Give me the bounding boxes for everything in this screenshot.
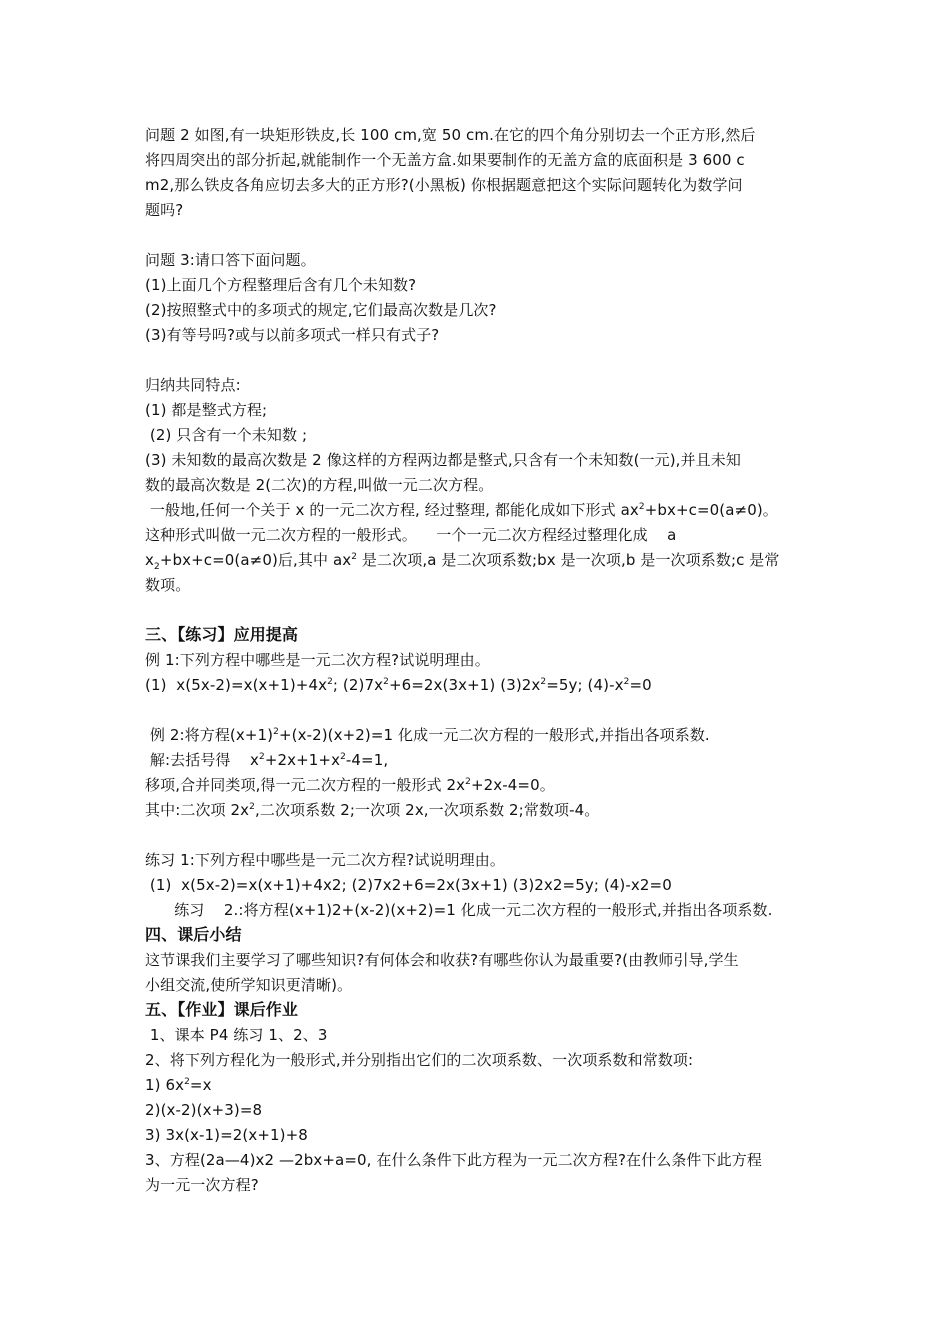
summary-point-2: (2) 只含有一个未知数 ; (145, 426, 308, 444)
eq-text: =5y; (4)-x (546, 676, 624, 694)
summary-point-3-line-2: 数的最高次数是 2(二次)的方程,叫做一元二次方程。 (145, 476, 494, 494)
eq-text: 例 2:将方程(x+1) (145, 726, 274, 744)
eq-text: (1) x(5x-2)=x(x+1)+4x (145, 676, 328, 694)
superscript: 2 (383, 677, 389, 687)
problem3-q3: (3)有等号吗?或与以前多项式一样只有式子? (145, 326, 440, 344)
example2-coefficients (145, 798, 599, 822)
homework-2-item-1 (145, 1073, 212, 1097)
superscript: 2 (340, 752, 346, 762)
eq-text: 移项,合并同类项,得一元二次方程的一般形式 2x (145, 776, 466, 794)
homework-3-line-1: 3、方程(2a—4)x2 —2bx+a=0, 在什么条件下此方程为一元二次方程?在什么条件下此方程 (145, 1151, 762, 1169)
problem2-line-2: 将四周突出的部分折起,就能制作一个无盖方盒.如果要制作的无盖方盒的底面积是 3 600 c (145, 151, 745, 169)
practice1-title: 练习 1:下列方程中哪些是一元二次方程?试说明理由。 (145, 851, 505, 869)
practice1-equations: (1) x(5x-2)=x(x+1)+4x2; (2)7x2+6=2x(3x+1) (3)2x2=5y; (4)-x2=0 (145, 876, 672, 894)
superscript: 2 (623, 677, 630, 687)
superscript: 2 (184, 1077, 190, 1087)
section4-line-2: 小组交流,使所学知识更清晰)。 (145, 976, 353, 994)
subscript: 2 (153, 562, 160, 572)
superscript: 2 (540, 677, 547, 687)
homework-2-item-2: 2)(x-2)(x+3)=8 (145, 1101, 263, 1119)
section4-line-1: 这节课我们主要学习了哪些知识?有何体会和收获?有哪些你认为最重要?(由教师引导,学生 (145, 951, 739, 969)
example2-title (145, 723, 710, 747)
example1-title: 例 1:下列方程中哪些是一元二次方程?试说明理由。 (145, 651, 490, 669)
problem3-q1: (1)上面几个方程整理后含有几个未知数? (145, 276, 417, 294)
eq-text: -4=1, (345, 751, 389, 769)
superscript: 2 (327, 677, 333, 687)
superscript: 2 (249, 802, 255, 812)
superscript: 2 (638, 502, 645, 512)
definition-line-2: 这种形式叫做一元二次方程的一般形式。 一个一元二次方程经过整理化成 a (145, 526, 677, 544)
summary-point-3-line-1: (3) 未知数的最高次数是 2 像这样的方程两边都是整式,只含有一个未知数(一元),并且未知 (145, 451, 741, 469)
problem3-q2: (2)按照整式中的多项式的规定,它们最高次数是几次? (145, 301, 497, 319)
example2-general-form (145, 773, 555, 797)
problem2-line-1: 问题 2 如图,有一块矩形铁皮,长 100 cm,宽 50 cm.在它的四个角分别切去一个正方形,然后 (145, 126, 756, 144)
definition-line-1 (145, 498, 778, 522)
eq-text: +6=2x(3x+1) (3)2x (388, 676, 541, 694)
eq-text: ,二次项系数 2;一次项 2x,一次项系数 2;常数项-4。 (254, 801, 600, 819)
eq-text: ; (2)7x (332, 676, 384, 694)
section5-heading: 五、【作业】课后作业 (145, 1000, 299, 1019)
definition-line-3 (145, 548, 780, 572)
definition-line-4: 数项。 (145, 576, 191, 594)
eq-text: =x (189, 1076, 212, 1094)
homework-3-line-2: 为一元一次方程? (145, 1176, 259, 1194)
eq-text: 1) 6x (145, 1076, 185, 1094)
eq-text: +2x-4=0。 (470, 776, 555, 794)
problem3-title: 问题 3:请口答下面问题。 (145, 251, 316, 269)
definition-text: 一般地,任何一个关于 x 的一元二次方程, 经过整理, 都能化成如下形式 ax (145, 501, 639, 519)
eq-text: 其中:二次项 2x (145, 801, 250, 819)
example1-equations (145, 673, 652, 697)
problem2-line-4: 题吗? (145, 201, 184, 219)
superscript: 2 (465, 777, 471, 787)
summary-point-1: (1) 都是整式方程; (145, 401, 268, 419)
definition-text: x (145, 551, 154, 569)
homework-2: 2、将下列方程化为一般形式,并分别指出它们的二次项系数、一次项系数和常数项: (145, 1051, 694, 1069)
homework-2-item-3: 3) 3x(x-1)=2(x+1)+8 (145, 1126, 308, 1144)
practice2: 练习 2.:将方程(x+1)2+(x-2)(x+2)=1 化成一元二次方程的一般形式,并指出各项系数. (145, 901, 773, 919)
eq-text: 解:去括号得 x (145, 751, 259, 769)
eq-text: +2x+1+x (264, 751, 341, 769)
summary-title: 归纳共同特点: (145, 376, 241, 394)
superscript: 2 (351, 552, 358, 562)
homework-1: 1、课本 P4 练习 1、2、3 (145, 1026, 328, 1044)
definition-text: 是二次项,a 是二次项系数;bx 是一次项,b 是一次项系数;c 是常 (357, 551, 780, 569)
superscript: 2 (273, 727, 279, 737)
definition-text: +bx+c=0(a≠0)后,其中 ax (159, 551, 352, 569)
eq-text: +(x-2)(x+2)=1 化成一元二次方程的一般形式,并指出各项系数. (278, 726, 710, 744)
section4-heading: 四、课后小结 (145, 925, 242, 944)
definition-text: +bx+c=0(a≠0)。 (644, 501, 778, 519)
section3-heading: 三、【练习】应用提高 (145, 625, 299, 644)
eq-text: =0 (629, 676, 652, 694)
problem2-line-3: m2,那么铁皮各角应切去多大的正方形?(小黑板) 你根据题意把这个实际问题转化为数学问 (145, 176, 743, 194)
superscript: 2 (258, 752, 265, 762)
example2-solution (145, 748, 388, 772)
